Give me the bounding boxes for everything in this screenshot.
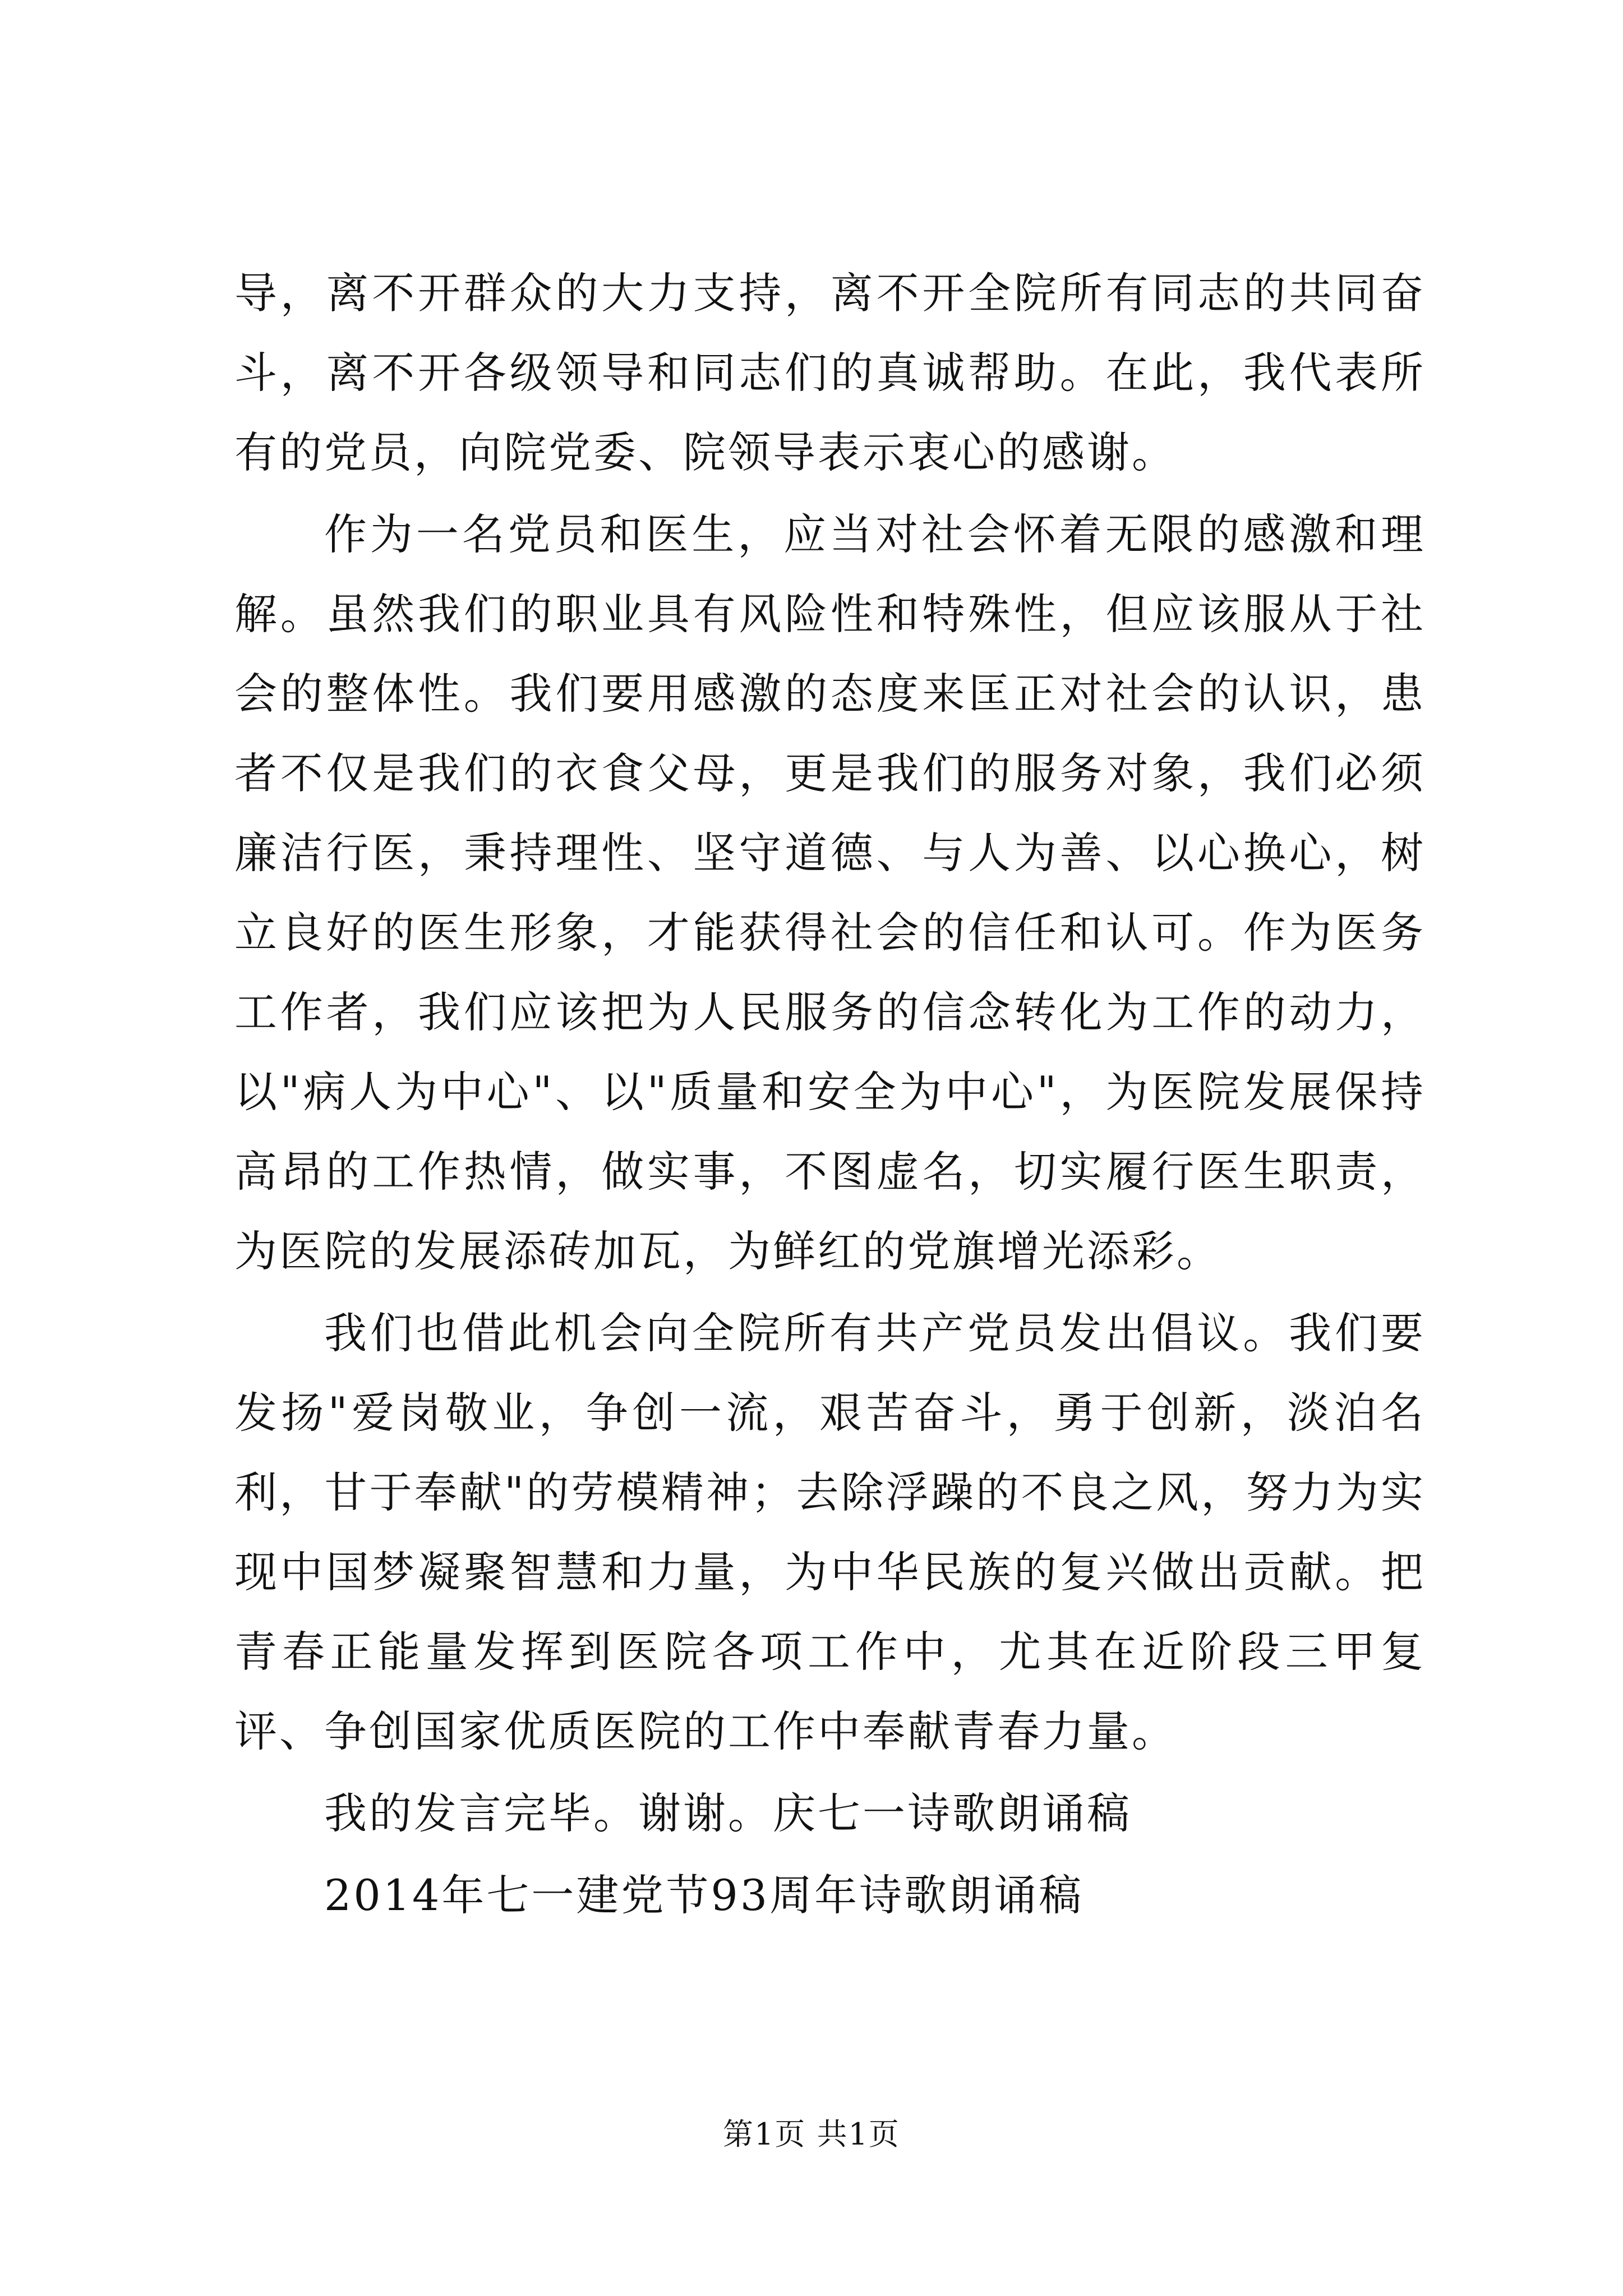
paragraph-5: 2014年七一建党节93周年诗歌朗诵稿 xyxy=(324,1870,1084,1920)
document-body xyxy=(234,254,1426,1938)
paragraph-4: 我的发言完毕。谢谢。庆七一诗歌朗诵稿 xyxy=(324,1788,1132,1838)
paragraph-3: 我们也借此机会向全院所有共产党员发出倡议。我们要发扬"爱岗敬业，争创一流，艰苦奋斗，勇于创新，淡泊名利，甘于奉献"的劳模精神；去除浮躁的不良之风，努力为实现中国梦凝聚智慧和力量，为中华民族的复兴做出贡献。把青春正能量发挥到医院各项工作中，尤其在近阶段三甲复评、争创国家优质医院的工作中奉献青春力量。 xyxy=(234,1308,1426,1756)
page-footer: 第1页 共1页 xyxy=(723,2116,900,2152)
paragraph-1: 导，离不开群众的大力支持，离不开全院所有同志的共同奋斗，离不开各级领导和同志们的真诚帮助。在此，我代表所有的党员，向院党委、院领导表示衷心的感谢。 xyxy=(234,268,1426,477)
paragraph-2: 作为一名党员和医生，应当对社会怀着无限的感激和理解。虽然我们的职业具有风险性和特殊性，但应该服从于社会的整体性。我们要用感激的态度来匡正对社会的认识，患者不仅是我们的衣食父母，更是我们的服务对象，我们必须廉洁行医，秉持理性、坚守道德、与人为善、以心换心，树立良好的医生形象，才能获得社会的信任和认可。作为医务工作者，我们应该把为人民服务的信念转化为工作的动力，以"病人为中心"、以"质量和安全为中心"，为医院发展保持高昂的工作热情，做实事，不图虚名，切实履行医生职责，为医院的发展添砖加瓦，为鲜红的党旗增光添彩。 xyxy=(234,509,1426,1276)
